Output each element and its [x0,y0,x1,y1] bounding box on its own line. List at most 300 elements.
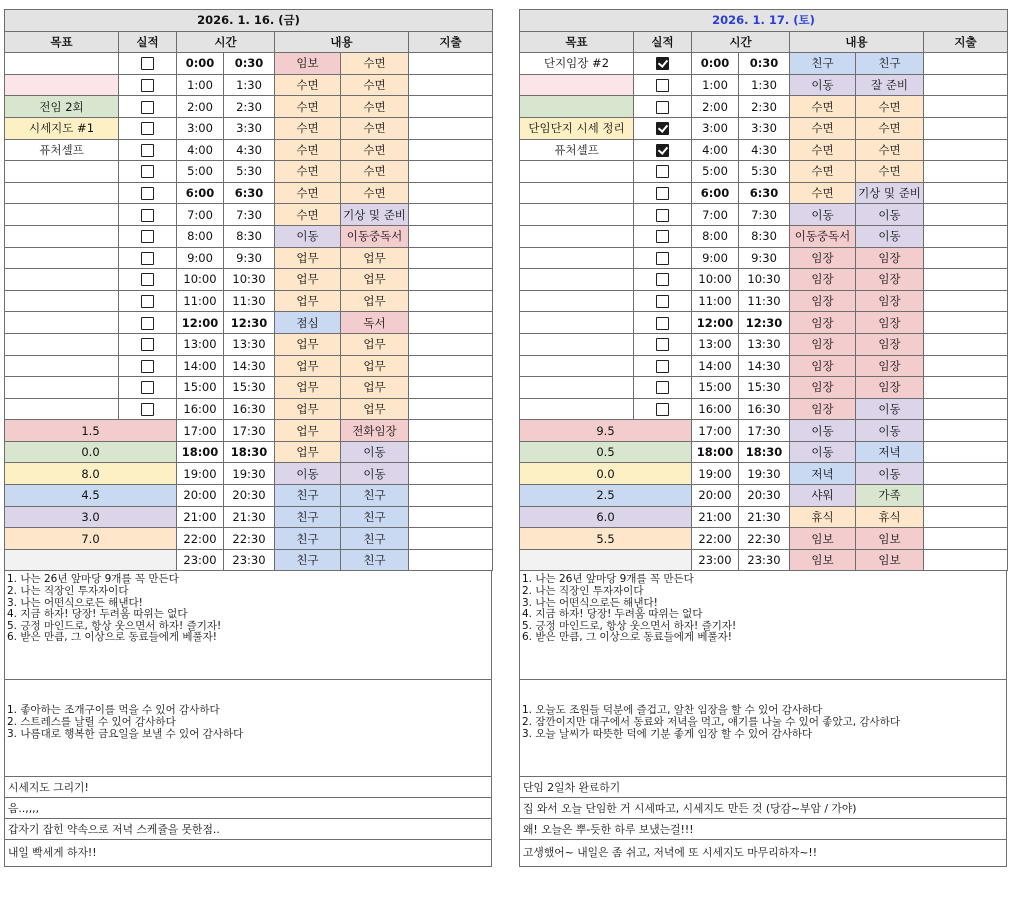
activity-cell[interactable]: 이동 [856,398,924,420]
activity-cell[interactable]: 업무 [275,355,341,377]
time-half: 9:30 [224,247,275,269]
goal-cell[interactable] [520,204,634,226]
time-start: 4:00 [177,139,224,161]
expense-cell[interactable] [409,333,493,355]
table-row [5,398,493,420]
expense-cell[interactable] [409,463,493,485]
activity-cell[interactable]: 기상 및 준비 [341,204,409,226]
checkbox[interactable] [141,57,154,70]
activity-cell[interactable]: 수면 [790,139,856,161]
activity-cell[interactable]: 휴식 [790,506,856,528]
activity-cell[interactable]: 수면 [275,182,341,204]
expense-cell[interactable] [409,117,493,139]
goal-cell[interactable] [520,74,634,96]
goal-cell[interactable] [5,333,119,355]
time-half: 13:30 [739,333,790,355]
done-cell [634,377,692,399]
time-stat-cell[interactable]: 3.0 [5,506,177,528]
checkbox[interactable] [656,101,669,114]
activity-cell[interactable]: 수면 [790,161,856,183]
expense-cell[interactable] [924,53,1008,75]
time-stat-cell[interactable] [5,549,177,571]
time-stat-cell[interactable]: 1.5 [5,420,177,442]
activity-cell[interactable]: 수면 [275,204,341,226]
goal-cell[interactable] [520,333,634,355]
time-half: 18:30 [739,441,790,463]
expense-cell[interactable] [924,485,1008,507]
checkbox[interactable] [141,403,154,416]
table-row [5,96,493,118]
activity-cell[interactable]: 이동 [275,225,341,247]
done-cell [634,96,692,118]
regret-note[interactable]: 왜! 오늘은 뿌-듯한 하루 보냈는걸!!! [520,818,1006,839]
activity-cell[interactable]: 수면 [790,96,856,118]
activity-cell[interactable]: 임장 [790,377,856,399]
expense-cell[interactable] [409,377,493,399]
goal-cell[interactable] [5,269,119,291]
expense-cell[interactable] [409,506,493,528]
goal-cell[interactable] [5,225,119,247]
activity-cell[interactable]: 임장 [856,269,924,291]
table-row [5,204,493,226]
activity-cell[interactable]: 임장 [856,333,924,355]
activity-cell[interactable]: 친구 [341,506,409,528]
time-half: 1:30 [739,74,790,96]
checkbox[interactable] [141,101,154,114]
checkbox[interactable] [656,79,669,92]
activity-cell[interactable]: 친구 [341,549,409,571]
goal-cell[interactable] [5,312,119,334]
activity-cell[interactable]: 수면 [341,182,409,204]
activity-cell[interactable]: 임장 [790,333,856,355]
time-half: 3:30 [224,117,275,139]
checkbox[interactable] [656,317,669,330]
table-row [520,441,1008,463]
expense-cell[interactable] [924,182,1008,204]
activity-cell[interactable]: 업무 [275,398,341,420]
checkbox[interactable] [656,338,669,351]
expense-cell[interactable] [924,333,1008,355]
activity-cell[interactable]: 임보 [790,549,856,571]
gratitude-item: 1. 오늘도 조원들 덕분에 즐겁고, 알찬 임장을 할 수 있어 감사하다 [522,704,823,717]
expense-cell[interactable] [924,377,1008,399]
activity-cell[interactable]: 이동 [341,463,409,485]
expense-cell[interactable] [924,269,1008,291]
regret-note[interactable]: 갑자기 잡힌 약속으로 저녁 스케쥴을 못한점.. [5,818,491,839]
time-start: 2:00 [177,96,224,118]
time-half: 12:30 [739,312,790,334]
activity-cell[interactable]: 업무 [341,333,409,355]
activity-cell[interactable]: 수면 [341,139,409,161]
activity-cell[interactable]: 이동 [790,441,856,463]
expense-cell[interactable] [924,420,1008,442]
activity-cell[interactable]: 점심 [275,312,341,334]
time-start: 11:00 [692,290,739,312]
time-stat-cell[interactable]: 0.0 [5,441,177,463]
goal-cell[interactable]: 단지임장 #2 [520,53,634,75]
activity-cell[interactable]: 임장 [790,398,856,420]
goal-cell[interactable]: 퓨처셀프 [5,139,119,161]
goal-cell[interactable] [5,182,119,204]
activity-cell[interactable]: 수면 [856,96,924,118]
done-cell [119,96,177,118]
activity-cell[interactable]: 임장 [790,269,856,291]
expense-cell[interactable] [409,398,493,420]
goal-cell[interactable] [5,377,119,399]
goal-cell[interactable] [520,355,634,377]
checkbox[interactable] [656,403,669,416]
goal-cell[interactable] [520,247,634,269]
expense-cell[interactable] [409,269,493,291]
activity-cell[interactable]: 업무 [275,333,341,355]
time-half: 5:30 [224,161,275,183]
activity-cell[interactable]: 이동중독서 [341,225,409,247]
expense-cell[interactable] [924,74,1008,96]
table-row [520,377,1008,399]
affirmation-item: 3. 나는 어떤식으로든 해낸다! [522,596,658,609]
expense-cell[interactable] [409,53,493,75]
time-start: 6:00 [177,182,224,204]
activity-cell[interactable]: 임장 [856,312,924,334]
done-cell [119,225,177,247]
expense-cell[interactable] [924,204,1008,226]
time-start: 1:00 [692,74,739,96]
checkbox[interactable] [656,295,669,308]
expense-cell[interactable] [924,355,1008,377]
expense-cell[interactable] [924,96,1008,118]
table-row [5,161,493,183]
time-half: 0:30 [224,53,275,75]
checkbox[interactable] [141,338,154,351]
activity-cell[interactable]: 업무 [341,290,409,312]
table-row [5,247,493,269]
time-stat-cell[interactable]: 4.5 [5,485,177,507]
activity-cell[interactable]: 수면 [275,161,341,183]
goal-cell[interactable] [520,96,634,118]
expense-cell[interactable] [924,139,1008,161]
checkbox[interactable] [656,209,669,222]
activity-cell[interactable]: 임장 [856,355,924,377]
time-start: 14:00 [692,355,739,377]
goal-cell[interactable]: 시세지도 #1 [5,117,119,139]
gratitude-item: 3. 나름대로 행복한 금요일을 보낼 수 있어 감사하다 [7,727,244,740]
time-stat-cell[interactable] [520,549,692,571]
table-row [520,355,1008,377]
time-stat-cell[interactable]: 5.5 [520,528,692,550]
goal-cell[interactable]: 퓨처셀프 [520,139,634,161]
time-half: 22:30 [739,528,790,550]
goal-cell[interactable]: 전임 2회 [5,96,119,118]
time-half: 15:30 [739,377,790,399]
activity-cell[interactable]: 이동 [856,204,924,226]
goal-cell[interactable] [5,398,119,420]
activity-cell[interactable]: 임보 [790,528,856,550]
tomorrow-note[interactable]: 내일 빡세게 하자!! [5,839,491,866]
activity-cell[interactable]: 수면 [790,182,856,204]
activity-cell[interactable]: 수면 [856,139,924,161]
expense-header: 지출 [924,31,1008,53]
table-row [5,355,493,377]
time-stat-cell[interactable]: 2.5 [520,485,692,507]
expense-cell[interactable] [409,355,493,377]
activity-cell[interactable]: 이동 [856,463,924,485]
expense-cell[interactable] [924,506,1008,528]
activity-cell[interactable]: 임장 [856,247,924,269]
time-start: 0:00 [177,53,224,75]
table-row [5,463,493,485]
time-start: 5:00 [692,161,739,183]
expense-cell[interactable] [924,441,1008,463]
activity-cell[interactable]: 친구 [275,485,341,507]
expense-cell[interactable] [409,161,493,183]
activity-cell[interactable]: 친구 [275,528,341,550]
activity-cell[interactable]: 수면 [856,161,924,183]
activity-cell[interactable]: 친구 [856,53,924,75]
expense-cell[interactable] [409,549,493,571]
goal-cell[interactable] [520,161,634,183]
activity-cell[interactable]: 수면 [341,74,409,96]
checkbox[interactable] [656,381,669,394]
checkbox[interactable] [656,273,669,286]
time-stat-cell[interactable]: 9.5 [520,420,692,442]
activity-cell[interactable]: 임장 [790,355,856,377]
expense-cell[interactable] [409,139,493,161]
activity-cell[interactable]: 임보 [856,549,924,571]
goal-header: 목표 [520,31,634,53]
time-start: 7:00 [177,204,224,226]
activity-cell[interactable]: 친구 [341,485,409,507]
activity-cell[interactable]: 수면 [275,139,341,161]
activity-cell[interactable]: 수면 [856,117,924,139]
done-cell [119,290,177,312]
goal-cell[interactable] [520,312,634,334]
time-half: 10:30 [739,269,790,291]
goal-cell[interactable] [520,225,634,247]
reflection-note[interactable]: 집 와서 오늘 단임한 거 시세따고, 시세지도 만든 것 (당감~부암 / 가야) [520,797,1006,818]
activity-cell[interactable]: 저녁 [856,441,924,463]
goal-cell[interactable] [5,53,119,75]
done-cell [634,117,692,139]
table-row [5,420,493,442]
time-stat-cell[interactable]: 0.0 [520,463,692,485]
goal-cell[interactable] [520,269,634,291]
expense-cell[interactable] [409,96,493,118]
activity-cell[interactable]: 수면 [341,161,409,183]
done-header: 실적 [634,31,692,53]
activity-cell[interactable]: 수면 [341,117,409,139]
activity-cell[interactable]: 임장 [856,290,924,312]
checkbox[interactable] [141,273,154,286]
activity-cell[interactable]: 가족 [856,485,924,507]
activity-cell[interactable]: 업무 [341,269,409,291]
activity-cell[interactable]: 이동 [856,225,924,247]
time-stat-cell[interactable]: 8.0 [5,463,177,485]
affirmation-list [5,571,491,679]
time-stat-cell[interactable]: 6.0 [520,506,692,528]
activity-cell[interactable]: 임장 [856,377,924,399]
activity-cell[interactable]: 수면 [275,96,341,118]
day-sheet-sat [519,9,1007,867]
goal-cell[interactable] [5,290,119,312]
activity-cell[interactable]: 업무 [275,377,341,399]
checkbox[interactable] [141,252,154,265]
activity-cell[interactable]: 친구 [341,528,409,550]
activity-cell[interactable]: 잘 준비 [856,74,924,96]
expense-cell[interactable] [924,528,1008,550]
table-row [5,528,493,550]
done-cell [119,204,177,226]
goal-cell[interactable]: 단임단지 시세 정리 [520,117,634,139]
activity-cell[interactable]: 수면 [341,96,409,118]
activity-cell[interactable]: 친구 [790,53,856,75]
expense-cell[interactable] [924,247,1008,269]
time-stat-cell[interactable]: 7.0 [5,528,177,550]
checkbox[interactable] [141,187,154,200]
table-row [520,485,1008,507]
checkbox[interactable] [141,317,154,330]
goal-cell[interactable] [520,377,634,399]
activity-cell[interactable]: 친구 [275,549,341,571]
checkbox[interactable] [656,165,669,178]
checkbox[interactable] [141,295,154,308]
time-stat-cell[interactable]: 0.5 [520,441,692,463]
time-half: 9:30 [739,247,790,269]
goal-cell[interactable] [520,182,634,204]
checkbox[interactable] [141,209,154,222]
activity-cell[interactable]: 업무 [341,377,409,399]
checkbox[interactable] [141,230,154,243]
checked-checkbox[interactable] [656,57,669,70]
activity-cell[interactable]: 휴식 [856,506,924,528]
table-row [520,139,1008,161]
affirmation-item: 6. 받은 만큼, 그 이상으로 동료들에게 베풀자! [7,631,218,644]
checkbox[interactable] [141,381,154,394]
time-start: 8:00 [692,225,739,247]
table-row [520,528,1008,550]
activity-cell[interactable]: 업무 [341,355,409,377]
checked-checkbox[interactable] [656,144,669,157]
time-start: 5:00 [177,161,224,183]
expense-cell[interactable] [409,485,493,507]
expense-cell[interactable] [409,74,493,96]
time-start: 18:00 [177,441,224,463]
goal-cell[interactable] [5,74,119,96]
activity-cell[interactable]: 수면 [790,117,856,139]
goal-cell[interactable] [5,161,119,183]
expense-cell[interactable] [409,420,493,442]
reflection-note[interactable]: 음..,,,, [5,797,491,818]
expense-cell[interactable] [924,290,1008,312]
done-cell [119,139,177,161]
activity-cell[interactable]: 이동중독서 [790,225,856,247]
expense-cell[interactable] [409,312,493,334]
activity-cell[interactable]: 이동 [790,74,856,96]
time-half: 6:30 [224,182,275,204]
activity-cell[interactable]: 수면 [341,53,409,75]
activity-cell[interactable]: 이동 [275,463,341,485]
activity-cell[interactable]: 이동 [341,441,409,463]
expense-cell[interactable] [924,398,1008,420]
activity-cell[interactable]: 업무 [275,290,341,312]
checked-checkbox[interactable] [656,122,669,135]
expense-cell[interactable] [409,182,493,204]
goal-cell[interactable] [520,290,634,312]
affirmation-item: 2. 나는 직장인 투자자이다 [522,585,644,598]
activity-cell[interactable]: 수면 [275,74,341,96]
activity-cell[interactable]: 독서 [341,312,409,334]
checkbox[interactable] [656,360,669,373]
goal-cell[interactable] [5,204,119,226]
expense-cell[interactable] [409,204,493,226]
goal-cell[interactable] [5,247,119,269]
activity-cell[interactable]: 업무 [275,247,341,269]
done-cell [119,398,177,420]
activity-cell[interactable]: 업무 [275,420,341,442]
activity-cell[interactable]: 임장 [790,290,856,312]
checkbox[interactable] [141,165,154,178]
expense-cell[interactable] [409,528,493,550]
activity-cell[interactable]: 저녁 [790,463,856,485]
expense-cell[interactable] [409,290,493,312]
activity-cell[interactable]: 업무 [341,398,409,420]
time-half: 3:30 [739,117,790,139]
checkbox[interactable] [656,252,669,265]
activity-cell[interactable]: 기상 및 준비 [856,182,924,204]
expense-cell[interactable] [924,225,1008,247]
activity-cell[interactable]: 임장 [790,312,856,334]
expense-cell[interactable] [924,549,1008,571]
activity-cell[interactable]: 임장 [790,247,856,269]
plan-note[interactable]: 시세지도 그리기! [5,776,491,797]
time-half: 19:30 [739,463,790,485]
activity-cell[interactable]: 전화임장 [341,420,409,442]
activity-cell[interactable]: 샤워 [790,485,856,507]
time-start: 11:00 [177,290,224,312]
checkbox[interactable] [141,360,154,373]
activity-cell[interactable]: 업무 [275,441,341,463]
expense-cell[interactable] [409,225,493,247]
checkbox[interactable] [141,122,154,135]
goal-cell[interactable] [5,355,119,377]
activity-cell[interactable]: 임보 [856,528,924,550]
plan-note[interactable]: 단임 2일차 완료하기 [520,776,1006,797]
checkbox[interactable] [656,187,669,200]
activity-cell[interactable]: 이동 [790,204,856,226]
activity-cell[interactable]: 임보 [275,53,341,75]
checkbox[interactable] [141,144,154,157]
expense-cell[interactable] [409,247,493,269]
activity-cell[interactable]: 이동 [790,420,856,442]
expense-cell[interactable] [924,117,1008,139]
checkbox[interactable] [141,79,154,92]
goal-cell[interactable] [520,398,634,420]
expense-cell[interactable] [924,312,1008,334]
expense-cell[interactable] [924,161,1008,183]
time-half: 2:30 [739,96,790,118]
time-start: 18:00 [692,441,739,463]
activity-cell[interactable]: 이동 [856,420,924,442]
activity-cell[interactable]: 업무 [275,269,341,291]
checkbox[interactable] [656,230,669,243]
tomorrow-note[interactable]: 고생했어~ 내일은 좀 쉬고, 저녁에 또 시세지도 마무리하자~!! [520,839,1006,866]
activity-cell[interactable]: 업무 [341,247,409,269]
table-row [520,290,1008,312]
expense-cell[interactable] [409,441,493,463]
activity-cell[interactable]: 친구 [275,506,341,528]
expense-cell[interactable] [924,463,1008,485]
notes-area [519,571,1007,867]
activity-cell[interactable]: 수면 [275,117,341,139]
